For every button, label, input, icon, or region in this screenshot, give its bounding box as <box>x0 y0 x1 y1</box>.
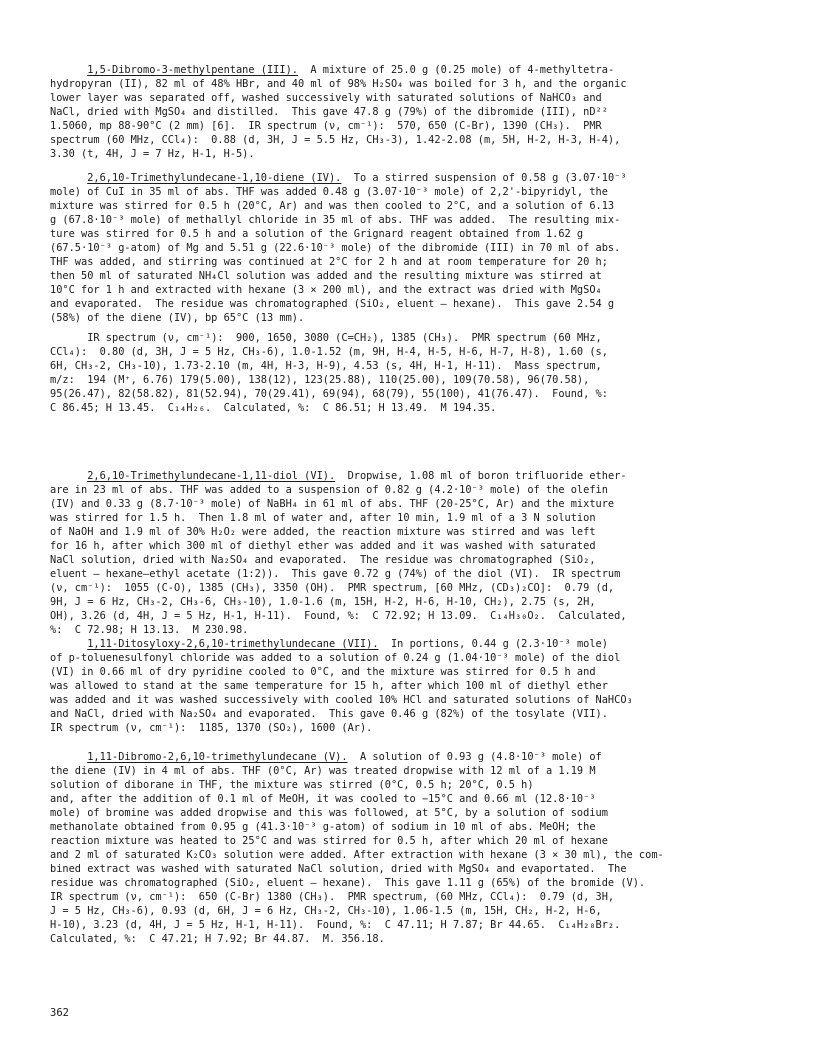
line-text: OH), 3.26 (d, 4H, J = 5 Hz, H-1, H-11). Found, %: C 72.92; H 13.09. C₁₄H₃₀O₂. Calculated, <box>50 610 627 622</box>
text-line <box>50 820 766 834</box>
line-text: THF was added, and stirring was continued at 2°C for 2 h and at room temperature for 20 h; <box>50 256 608 268</box>
text-line <box>50 283 766 297</box>
line-text: J = 5 Hz, CH₃-6), 0.93 (d, 6H, J = 6 Hz, CH₃-2, CH₃-10), 1.06-1.5 (m, 15H, CH₂, H-2, H-6, <box>50 905 602 917</box>
page-number: 362 <box>50 1007 69 1019</box>
text-line <box>50 693 766 707</box>
line-text: (IV) and 0.33 g (8.7·10⁻³ mole) of NaBH₄ in 61 ml of abs. THF (20-25°C, Ar) and the mixture <box>50 498 615 510</box>
text-line <box>50 595 766 609</box>
line-text: bined extract was washed with saturated NaCl solution, dried with MgSO₄ and evaportated. The <box>50 863 627 875</box>
text-line <box>50 665 766 679</box>
line-text: and, after the addition of 0.1 ml of MeOH, it was cooled to −15°C and 0.66 ml (12.8·10⁻³ <box>50 793 596 805</box>
line-text: 3.30 (t, 4H, J = 7 Hz, H-1, H-5). <box>50 148 255 160</box>
line-text: (67.5·10⁻³ g-atom) of Mg and 5.51 g (22.6·10⁻³ mole) of the dibromide (III) in 70 ml of abs. <box>50 242 621 254</box>
compound-heading: 1,5-Dibromo-3-methylpentane (III). <box>87 64 298 76</box>
text-line <box>50 331 766 345</box>
text-line <box>50 651 766 665</box>
line-text: 10°C for 1 h and extracted with hexane (3 × 200 ml), and the extract was dried with MgSO₄ <box>50 284 602 296</box>
line-text: In portions, 0.44 g (2.3·10⁻³ mole) <box>378 638 608 650</box>
line-text: the diene (IV) in 4 ml of abs. THF (0°C, Ar) was treated dropwise with 12 ml of a 1.19 M <box>50 765 596 777</box>
text-line <box>50 792 766 806</box>
text-line <box>50 469 766 483</box>
text-line <box>50 345 766 359</box>
line-text: mole) of CuI in 35 ml of abs. THF was added 0.48 g (3.07·10⁻³ mole) of 2,2'-bipyridyl, the <box>50 186 608 198</box>
line-text: for 16 h, after which 300 ml of diethyl ether was added and it was washed with saturated <box>50 540 596 552</box>
text-line <box>50 227 766 241</box>
line-text: Dropwise, 1.08 ml of boron trifluoride ether- <box>335 470 627 482</box>
text-line <box>50 806 766 820</box>
paragraph-dibromo-methylpentane <box>50 63 766 161</box>
line-text: reaction mixture was heated to 25°C and was stirred for 0.5 h, after which 20 ml of hexane <box>50 835 608 847</box>
line-text: NaCl, dried with MgSO₄ and distilled. This gave 47.8 g (79%) of the dibromide (III), nD²² <box>50 106 608 118</box>
line-text: 1.5060, mp 88-90°C (2 mm) [6]. IR spectrum (ν, cm⁻¹): 570, 650 (C-Br), 1390 (CH₃). PMR <box>50 120 602 132</box>
text-line <box>50 497 766 511</box>
line-text: are in 23 ml of abs. THF was added to a suspension of 0.82 g (4.2·10⁻³ mole) of the olefin <box>50 484 608 496</box>
line-text: H-10), 3.23 (d, 4H, J = 5 Hz, H-1, H-11). Found, %: C 47.11; H 7.87; Br 44.65. C₁₄H₂₈Br₂. <box>50 919 621 931</box>
text-line <box>50 904 766 918</box>
text-line <box>50 567 766 581</box>
line-text: mole) of bromine was added dropwise and this was followed, at 5°C, by a solution of sodium <box>50 807 608 819</box>
text-line <box>50 297 766 311</box>
text-line <box>50 171 766 185</box>
line-text: %: C 72.98; H 13.13. M 230.98. <box>50 624 249 636</box>
text-line <box>50 213 766 227</box>
text-line <box>50 918 766 932</box>
text-line <box>50 401 766 415</box>
line-text: of p-toluenesulfonyl chloride was added to a solution of 0.24 g (1.04·10⁻³ mole) of the diol <box>50 652 621 664</box>
paragraph-dibromo-trimethylundecane <box>50 750 766 946</box>
line-text: A solution of 0.93 g (4.8·10⁻³ mole) of <box>347 751 602 763</box>
text-line <box>50 119 766 133</box>
text-line <box>50 778 766 792</box>
text-line <box>50 387 766 401</box>
line-text: IR spectrum (ν, cm⁻¹): 650 (C-Br) 1380 (CH₃). PMR spectrum, (60 MHz, CCl₄): 0.79 (d, 3H, <box>50 891 615 903</box>
line-text: CCl₄): 0.80 (d, 3H, J = 5 Hz, CH₃-6), 1.0-1.52 (m, 9H, H-4, H-5, H-6, H-7, H-8), 1.60 (s, <box>50 346 608 358</box>
line-text: spectrum (60 MHz, CCl₄): 0.88 (d, 3H, J = 5.5 Hz, CH₃-3), 1.42-2.08 (m, 5H, H-2, H-3, H-4), <box>50 134 621 146</box>
text-line <box>50 721 766 735</box>
text-line <box>50 848 766 862</box>
line-text: C 86.45; H 13.45. C₁₄H₂₆. Calculated, %: C 86.51; H 13.49. M 194.35. <box>50 402 497 414</box>
compound-heading: 1,11-Dibromo-2,6,10-trimethylundecane (V). <box>87 751 348 763</box>
text-line <box>50 707 766 721</box>
text-line <box>50 311 766 325</box>
paragraph-trimethylundecadiene <box>50 171 766 325</box>
text-line <box>50 483 766 497</box>
line-text: To a stirred suspension of 0.58 g (3.07·10⁻³ <box>341 172 627 184</box>
line-text: and NaCl, dried with Na₂SO₄ and evaporated. This gave 0.46 g (82%) of the tosylate (VII). <box>50 708 608 720</box>
line-text: and evaporated. The residue was chromatographed (SiO₂, eluent — hexane). This gave 2.54 g <box>50 298 615 310</box>
compound-heading: 1,11-Ditosyloxy-2,6,10-trimethylundecane (VII). <box>87 638 379 650</box>
line-text: ture was stirred for 0.5 h and a solution of the Grignard reagent obtained from 1.62 g <box>50 228 584 240</box>
text-line <box>50 553 766 567</box>
text-line <box>50 359 766 373</box>
compound-heading: 2,6,10-Trimethylundecane-1,11-diol (VI). <box>87 470 336 482</box>
text-line <box>50 834 766 848</box>
line-text: solution of diborane in THF, the mixture was stirred (0°C, 0.5 h; 20°C, 0.5 h) <box>50 779 534 791</box>
line-text: was stirred for 1.5 h. Then 1.8 ml of water and, after 10 min, 1.9 ml of a 3 N solution <box>50 512 596 524</box>
line-text: (ν, cm⁻¹): 1055 (C-O), 1385 (CH₃), 3350 (OH). PMR spectrum, [60 MHz, (CD₃)₂CO]: 0.79 (d, <box>50 582 615 594</box>
text-line <box>50 932 766 946</box>
line-text: (VI) in 0.66 ml of dry pyridine cooled to 0°C, and the mixture was stirred for 0.5 h and <box>50 666 596 678</box>
line-text: residue was chromatographed (SiO₂, eluent — hexane). This gave 1.11 g (65%) of the bromide (V). <box>50 877 646 889</box>
line-text: then 50 ml of saturated NH₄Cl solution was added and the resulting mixture was stirred at <box>50 270 602 282</box>
line-text: methanolate obtained from 0.95 g (41.3·10⁻³ g-atom) of sodium in 10 ml of abs. MeOH; the <box>50 821 596 833</box>
text-line <box>50 637 766 651</box>
line-text: IR spectrum (ν, cm⁻¹): 1185, 1370 (SO₂), 1600 (Ar). <box>50 722 373 734</box>
line-text: and 2 ml of saturated K₂CO₃ solution were added. After extraction with hexane (3 × 30 ml), the com- <box>50 849 664 861</box>
line-text: Calculated, %: C 47.21; H 7.92; Br 44.87. M. 356.18. <box>50 933 385 945</box>
line-text: hydropyran (II), 82 ml of 48% HBr, and 40 ml of 98% H₂SO₄ was boiled for 3 h, and the organic <box>50 78 627 90</box>
text-line <box>50 77 766 91</box>
text-line <box>50 373 766 387</box>
text-line <box>50 539 766 553</box>
line-text: g (67.8·10⁻³ mole) of methallyl chloride in 35 ml of abs. THF was added. The resulting mix- <box>50 214 621 226</box>
text-line <box>50 185 766 199</box>
text-line <box>50 105 766 119</box>
text-line <box>50 862 766 876</box>
text-line <box>50 269 766 283</box>
text-line <box>50 679 766 693</box>
line-text: NaCl solution, dried with Na₂SO₄ and evaporated. The residue was chromatographed (SiO₂, <box>50 554 596 566</box>
line-text: A mixture of 25.0 g (0.25 mole) of 4-methyltetra- <box>297 64 615 76</box>
text-line <box>50 241 766 255</box>
line-text: (58%) of the diene (IV), bp 65°C (13 mm). <box>50 312 305 324</box>
text-line <box>50 525 766 539</box>
paragraph-diene-spectra <box>50 331 766 415</box>
line-text: 6H, CH₃-2, CH₃-10), 1.73-2.10 (m, 4H, H-3, H-9), 4.53 (s, 4H, H-1, H-11). Mass spectrum, <box>50 360 602 372</box>
text-line <box>50 890 766 904</box>
line-text: IR spectrum (ν, cm⁻¹): 900, 1650, 3080 (C=CH₂), 1385 (CH₃). PMR spectrum (60 MHz, <box>87 332 602 344</box>
paragraph-ditosyloxy <box>50 637 766 735</box>
text-line <box>50 133 766 147</box>
text-line <box>50 63 766 77</box>
text-line <box>50 609 766 623</box>
line-text: m/z: 194 (M⁺, 6.76) 179(5.00), 138(12), 123(25.88), 110(25.00), 109(70.58), 96(70.58), <box>50 374 590 386</box>
line-text: 95(26.47), 82(58.82), 81(52.94), 70(29.41), 69(94), 68(79), 55(100), 41(76.47). Found, %: <box>50 388 608 400</box>
compound-heading: 2,6,10-Trimethylundecane-1,10-diene (IV). <box>87 172 342 184</box>
text-line <box>50 511 766 525</box>
text-line <box>50 255 766 269</box>
text-line <box>50 876 766 890</box>
text-line <box>50 581 766 595</box>
line-text: eluent — hexane—ethyl acetate (1:2)). This gave 0.72 g (74%) of the diol (VI). IR spectrum <box>50 568 621 580</box>
text-line <box>50 750 766 764</box>
text-line <box>50 623 766 637</box>
line-text: mixture was stirred for 0.5 h (20°C, Ar) and was then cooled to 2°C, and a solution of 6.13 <box>50 200 615 212</box>
line-text: lower layer was separated off, washed successively with saturated solutions of NaHCO₃ and <box>50 92 602 104</box>
line-text: was allowed to stand at the same temperature for 15 h, after which 100 ml of diethyl ether <box>50 680 608 692</box>
line-text: of NaOH and 1.9 ml of 30% H₂O₂ were added, the reaction mixture was stirred and was left <box>50 526 596 538</box>
line-text: 9H, J = 6 Hz, CH₃-2, CH₃-6, CH₃-10), 1.0-1.6 (m, 15H, H-2, H-6, H-10, CH₂), 2.75 (s, 2H, <box>50 596 596 608</box>
text-line <box>50 764 766 778</box>
paragraph-trimethylundecanediol <box>50 469 766 637</box>
text-line <box>50 91 766 105</box>
text-line <box>50 147 766 161</box>
line-text: was added and it was washed successively with cooled 10% HCl and saturated solutions of NaHCO₃ <box>50 694 633 706</box>
text-line <box>50 199 766 213</box>
